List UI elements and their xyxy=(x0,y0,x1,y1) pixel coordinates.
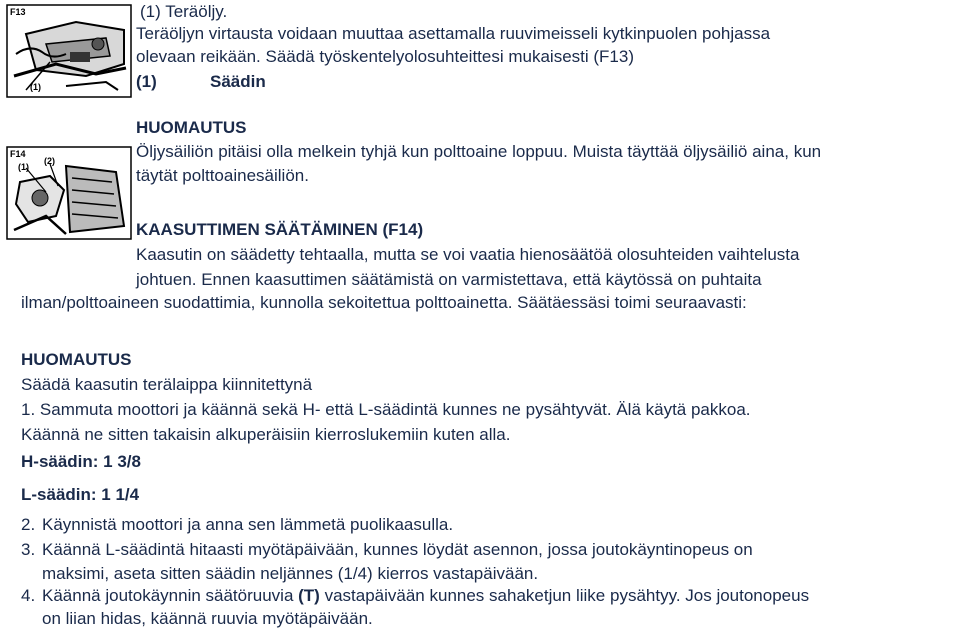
step-4-line2: on liian hidas, käännä ruuvia myötäpäivään. xyxy=(42,609,373,628)
step-2-text: Käynnistä moottori ja anna sen lämmetä puolikaasulla. xyxy=(42,515,454,534)
l-adjuster-setting: L-säädin: 1 1/4 xyxy=(21,485,140,504)
step-4-text-end: vastapäivään kunnes sahaketjun liike pysähtyy. Jos joutonopeus xyxy=(319,586,810,605)
step-3-line2: maksimi, aseta sitten säädin neljännes (1/4) kierros vastapäivään. xyxy=(42,564,539,583)
h-adjuster-setting: H-säädin: 1 3/8 xyxy=(21,452,141,471)
oil-item-title: (1) Teräöljy. xyxy=(140,2,228,21)
step-3-line1: Käännä L-säädintä hitaasti myötäpäivään, kunnes löydät asennon, jossa joutokäyntinopeus on xyxy=(42,540,753,559)
figure-f14-callout-2: (2) xyxy=(44,156,55,166)
figure-f14-callout-1: (1) xyxy=(18,162,29,172)
notice-1-line1: Öljysäiliön pitäisi olla melkein tyhjä kun polttoaine loppuu. Muista täyttää öljysäiliö aina, kun xyxy=(136,142,822,161)
carburetor-line1: Kaasutin on säädetty tehtaalla, mutta se voi vaatia hienosäätöä olosuhteiden vaihtelusta xyxy=(136,245,800,264)
carburetor-line3: ilman/polttoaineen suodattimia, kunnolla sekoitettua polttoainetta. Säätäessäsi toimi seuraavasti: xyxy=(21,293,747,312)
figure-f14-illustration xyxy=(6,146,132,240)
notice-1-line2: täytät polttoainesäiliön. xyxy=(136,166,309,185)
step-4-text-start: Käännä joutokäynnin säätöruuvia xyxy=(42,586,299,605)
step-4-line1 xyxy=(42,586,809,606)
idle-screw-label: (T) xyxy=(298,586,320,605)
carburetor-heading: KAASUTTIMEN SÄÄTÄMINEN (F14) xyxy=(136,220,424,239)
notice-heading-1: HUOMAUTUS xyxy=(136,118,247,137)
notice-2-line1: Säädä kaasutin terälaippa kiinnitettynä xyxy=(21,375,313,394)
figure-f13-label: F13 xyxy=(10,7,26,17)
oil-flow-text-line2: olevaan reikään. Säädä työskentelyolosuhteittesi mukaisesti (F13) xyxy=(136,47,634,66)
step-4-number: 4. xyxy=(21,586,36,605)
figure-f13-callout: (1) xyxy=(30,82,41,92)
step-1-line2: Käännä ne sitten takaisin alkuperäisiin kierroslukemiin kuten alla. xyxy=(21,425,511,444)
step-1-line1: 1. Sammuta moottori ja käännä sekä H- että L-säädintä kunnes ne pysähtyvät. Älä käytä pakkoa. xyxy=(21,400,751,419)
step-2-number: 2. xyxy=(21,515,36,534)
adjuster-item-label: Säädin xyxy=(210,72,266,91)
carburetor-line2: johtuen. Ennen kaasuttimen säätämistä on varmistettava, että käytössä on puhtaita xyxy=(136,270,762,289)
figure-f13 xyxy=(6,4,132,98)
oil-flow-text-line1: Teräöljyn virtausta voidaan muuttaa asettamalla ruuvimeisseli kytkinpuolen pohjassa xyxy=(136,24,771,43)
step-3-number: 3. xyxy=(21,540,36,559)
figure-f14-label: F14 xyxy=(10,149,26,159)
figure-f14 xyxy=(6,146,132,240)
figure-f13-illustration xyxy=(6,4,132,98)
notice-heading-2: HUOMAUTUS xyxy=(21,350,132,369)
adjuster-item-number: (1) xyxy=(136,72,157,91)
